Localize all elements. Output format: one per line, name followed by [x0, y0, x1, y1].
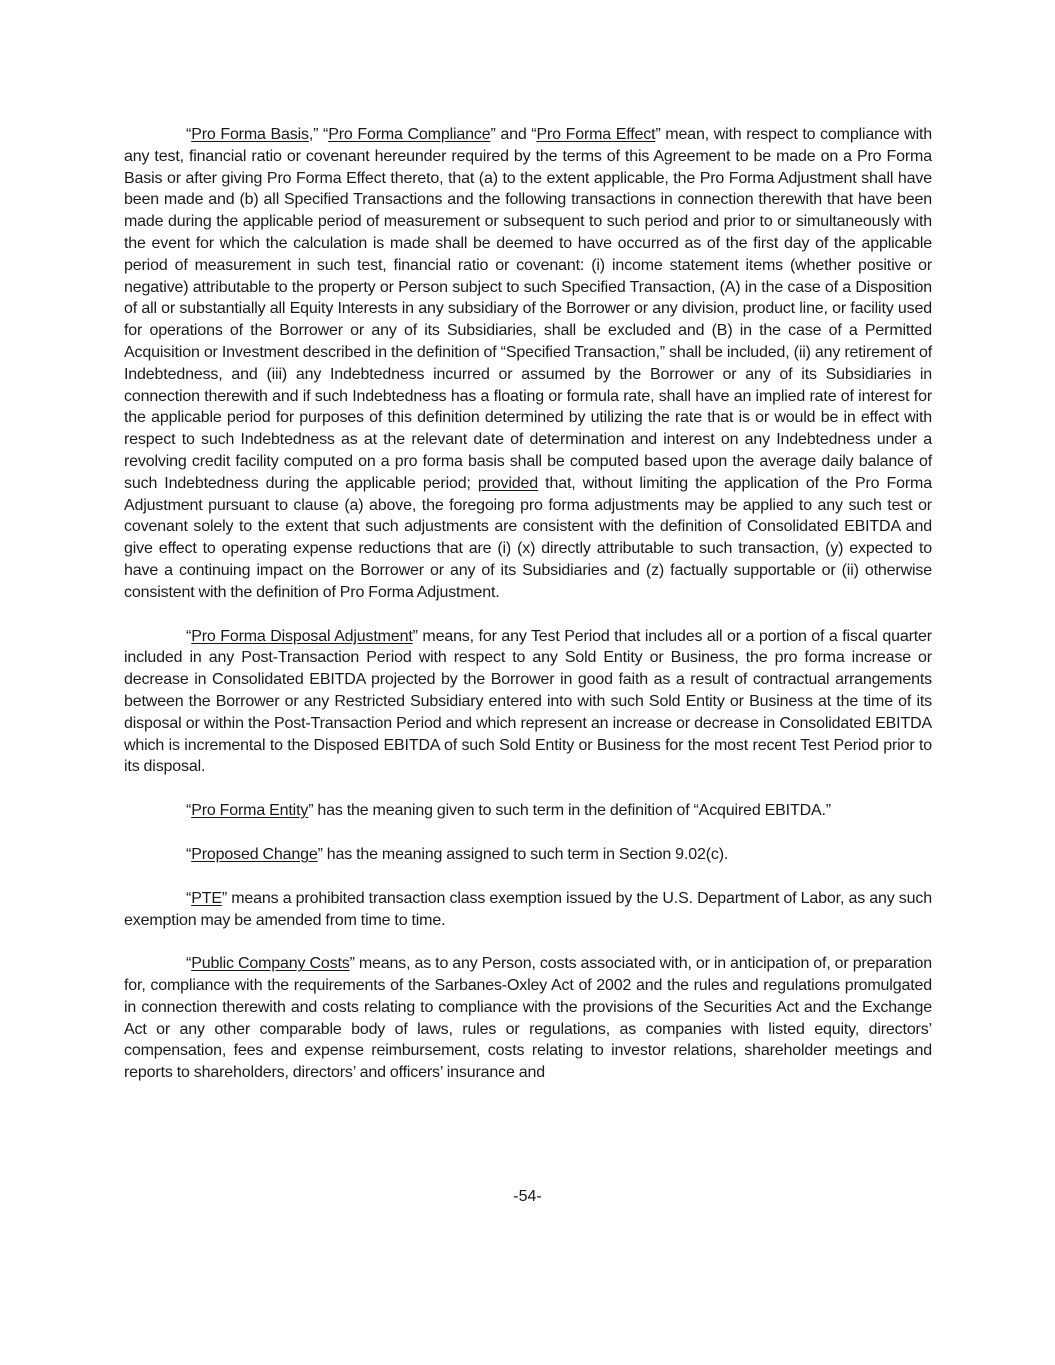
- open-quote: “: [186, 889, 192, 907]
- definition-text: ” means, as to any Person, costs associated with, or in anticipation of, or preparation for, compliance with the requirements of the Sarbanes-Oxley Act of 2002 and the rules and regulations promulgated in connection therewith and costs relating to compliance with the provisions of the Securities Act and the Exchange Act or any other comparable body of laws, rules or regulations, as companies with listed equity, directors’ compensation, fees and expense reimbursement, costs relating to investor relations, shareholder meetings and reports to shareholders, directors’ and officers’ insurance and: [124, 955, 932, 1082]
- defined-term: Public Company Costs: [191, 955, 350, 973]
- definition-proposed-change: [124, 844, 932, 866]
- defined-term: Proposed Change: [191, 845, 318, 863]
- defined-term: Pro Forma Entity: [191, 802, 309, 820]
- definition-text: ” means, for any Test Period that includes all or a portion of a fiscal quarter included in any Post-Transaction Period with respect to any Sold Entity or Business, the pro forma increase or decrease in Consolidated EBITDA projected by the Borrower in good faith as a result of contractual arrangements between the Borrower or any Restricted Subsidiary entered into with such Sold Entity or Business at the time of its disposal or within the Post-Transaction Period and which represent an increase or decrease in Consolidated EBITDA which is incremental to the Disposed EBITDA of such Sold Entity or Business for the most recent Test Period prior to its disposal.: [124, 627, 932, 776]
- provided-term: provided: [477, 474, 539, 492]
- open-quote: “: [186, 126, 192, 143]
- definition-text: ” has the meaning assigned to such term in Section 9.02(c).: [317, 845, 729, 863]
- defined-term-pro-forma-effect: Pro Forma Effect: [536, 126, 656, 143]
- defined-term-pro-forma-basis: Pro Forma Basis: [191, 126, 309, 143]
- definition-text: ” means a prohibited transaction class exemption issued by the U.S. Department of Labor, as any such exemption may be amended from time to time.: [124, 889, 932, 929]
- definition-pte: [124, 888, 932, 932]
- defined-term: PTE: [191, 889, 222, 907]
- document-page: [124, 124, 932, 1106]
- defined-term: Pro Forma Disposal Adjustment: [191, 627, 413, 645]
- definition-pro-forma-entity: [124, 800, 932, 822]
- definition-pro-forma-disposal-adjustment: [124, 626, 932, 779]
- defined-term-pro-forma-compliance: Pro Forma Compliance: [328, 126, 491, 143]
- term-separator: ” and “: [490, 126, 537, 143]
- definition-text: ” mean, with respect to compliance with any test, financial ratio or covenant hereunder required by the terms of this Agreement to be made on a Pro Forma Basis or after giving Pro Forma Effect thereto, that (a) to the extent applicable, the Pro Forma Adjustment shall have been made and (b) all Specified Transactions and the following transactions in connection therewith that have been made during the applicable period of measurement or subsequent to such period and prior to or simultaneously with the event for which the calculation is made shall be deemed to have occurred as of the first day of the applicable period of measurement in such test, financial ratio or covenant: (i) income statement items (whether positive or negative) attributable to the property or Person subject to such Specified Transaction, (A) in the case of a Disposition of all or substantially all Equity Interests in any subsidiary of the Borrower or any division, product line, or facility used for operations of the Borrower or any of its Subsidiaries, shall be excluded and (B) in the case of a Permitted Acquisition or Investment described in the definition of “Specified Transaction,” shall be included, (ii) any retirement of Indebtedness, and (iii) any Indebtedness incurred or assumed by the Borrower or any of its Subsidiaries in connection therewith and if such Indebtedness has a floating or formula rate, shall have an implied rate of interest for the applicable period for purposes of this definition determined by utilizing the rate that is or would be in effect with respect to such Indebtedness as at the relevant date of determination and interest on any Indebtedness under a revolving credit facility computed on a pro forma basis shall be computed based upon the average daily balance of such Indebtedness during the applicable period;: [124, 126, 933, 492]
- definition-public-company-costs: [124, 953, 932, 1084]
- open-quote: “: [186, 845, 192, 863]
- open-quote: “: [186, 802, 192, 820]
- definition-pro-forma-basis: [124, 124, 932, 604]
- page-number: -54-: [513, 1188, 542, 1205]
- definition-text: ” has the meaning given to such term in the definition of “Acquired EBITDA.”: [308, 802, 831, 820]
- open-quote: “: [186, 627, 192, 645]
- term-separator: ,” “: [308, 126, 329, 143]
- definition-text: that, without limiting the application of the Pro Forma Adjustment pursuant to clause (a) above, the foregoing pro forma adjustments may be applied to any such test or covenant solely to the extent that such adjustments are consistent with the definition of Consolidated EBITDA and give effect to operating expense reductions that are (i) (x) directly attributable to such transaction, (y) expected to have a continuing impact on the Borrower or any of its Subsidiaries and (z) factually supportable or (ii) otherwise consistent with the definition of Pro Forma Adjustment.: [124, 474, 932, 601]
- open-quote: “: [186, 955, 192, 973]
